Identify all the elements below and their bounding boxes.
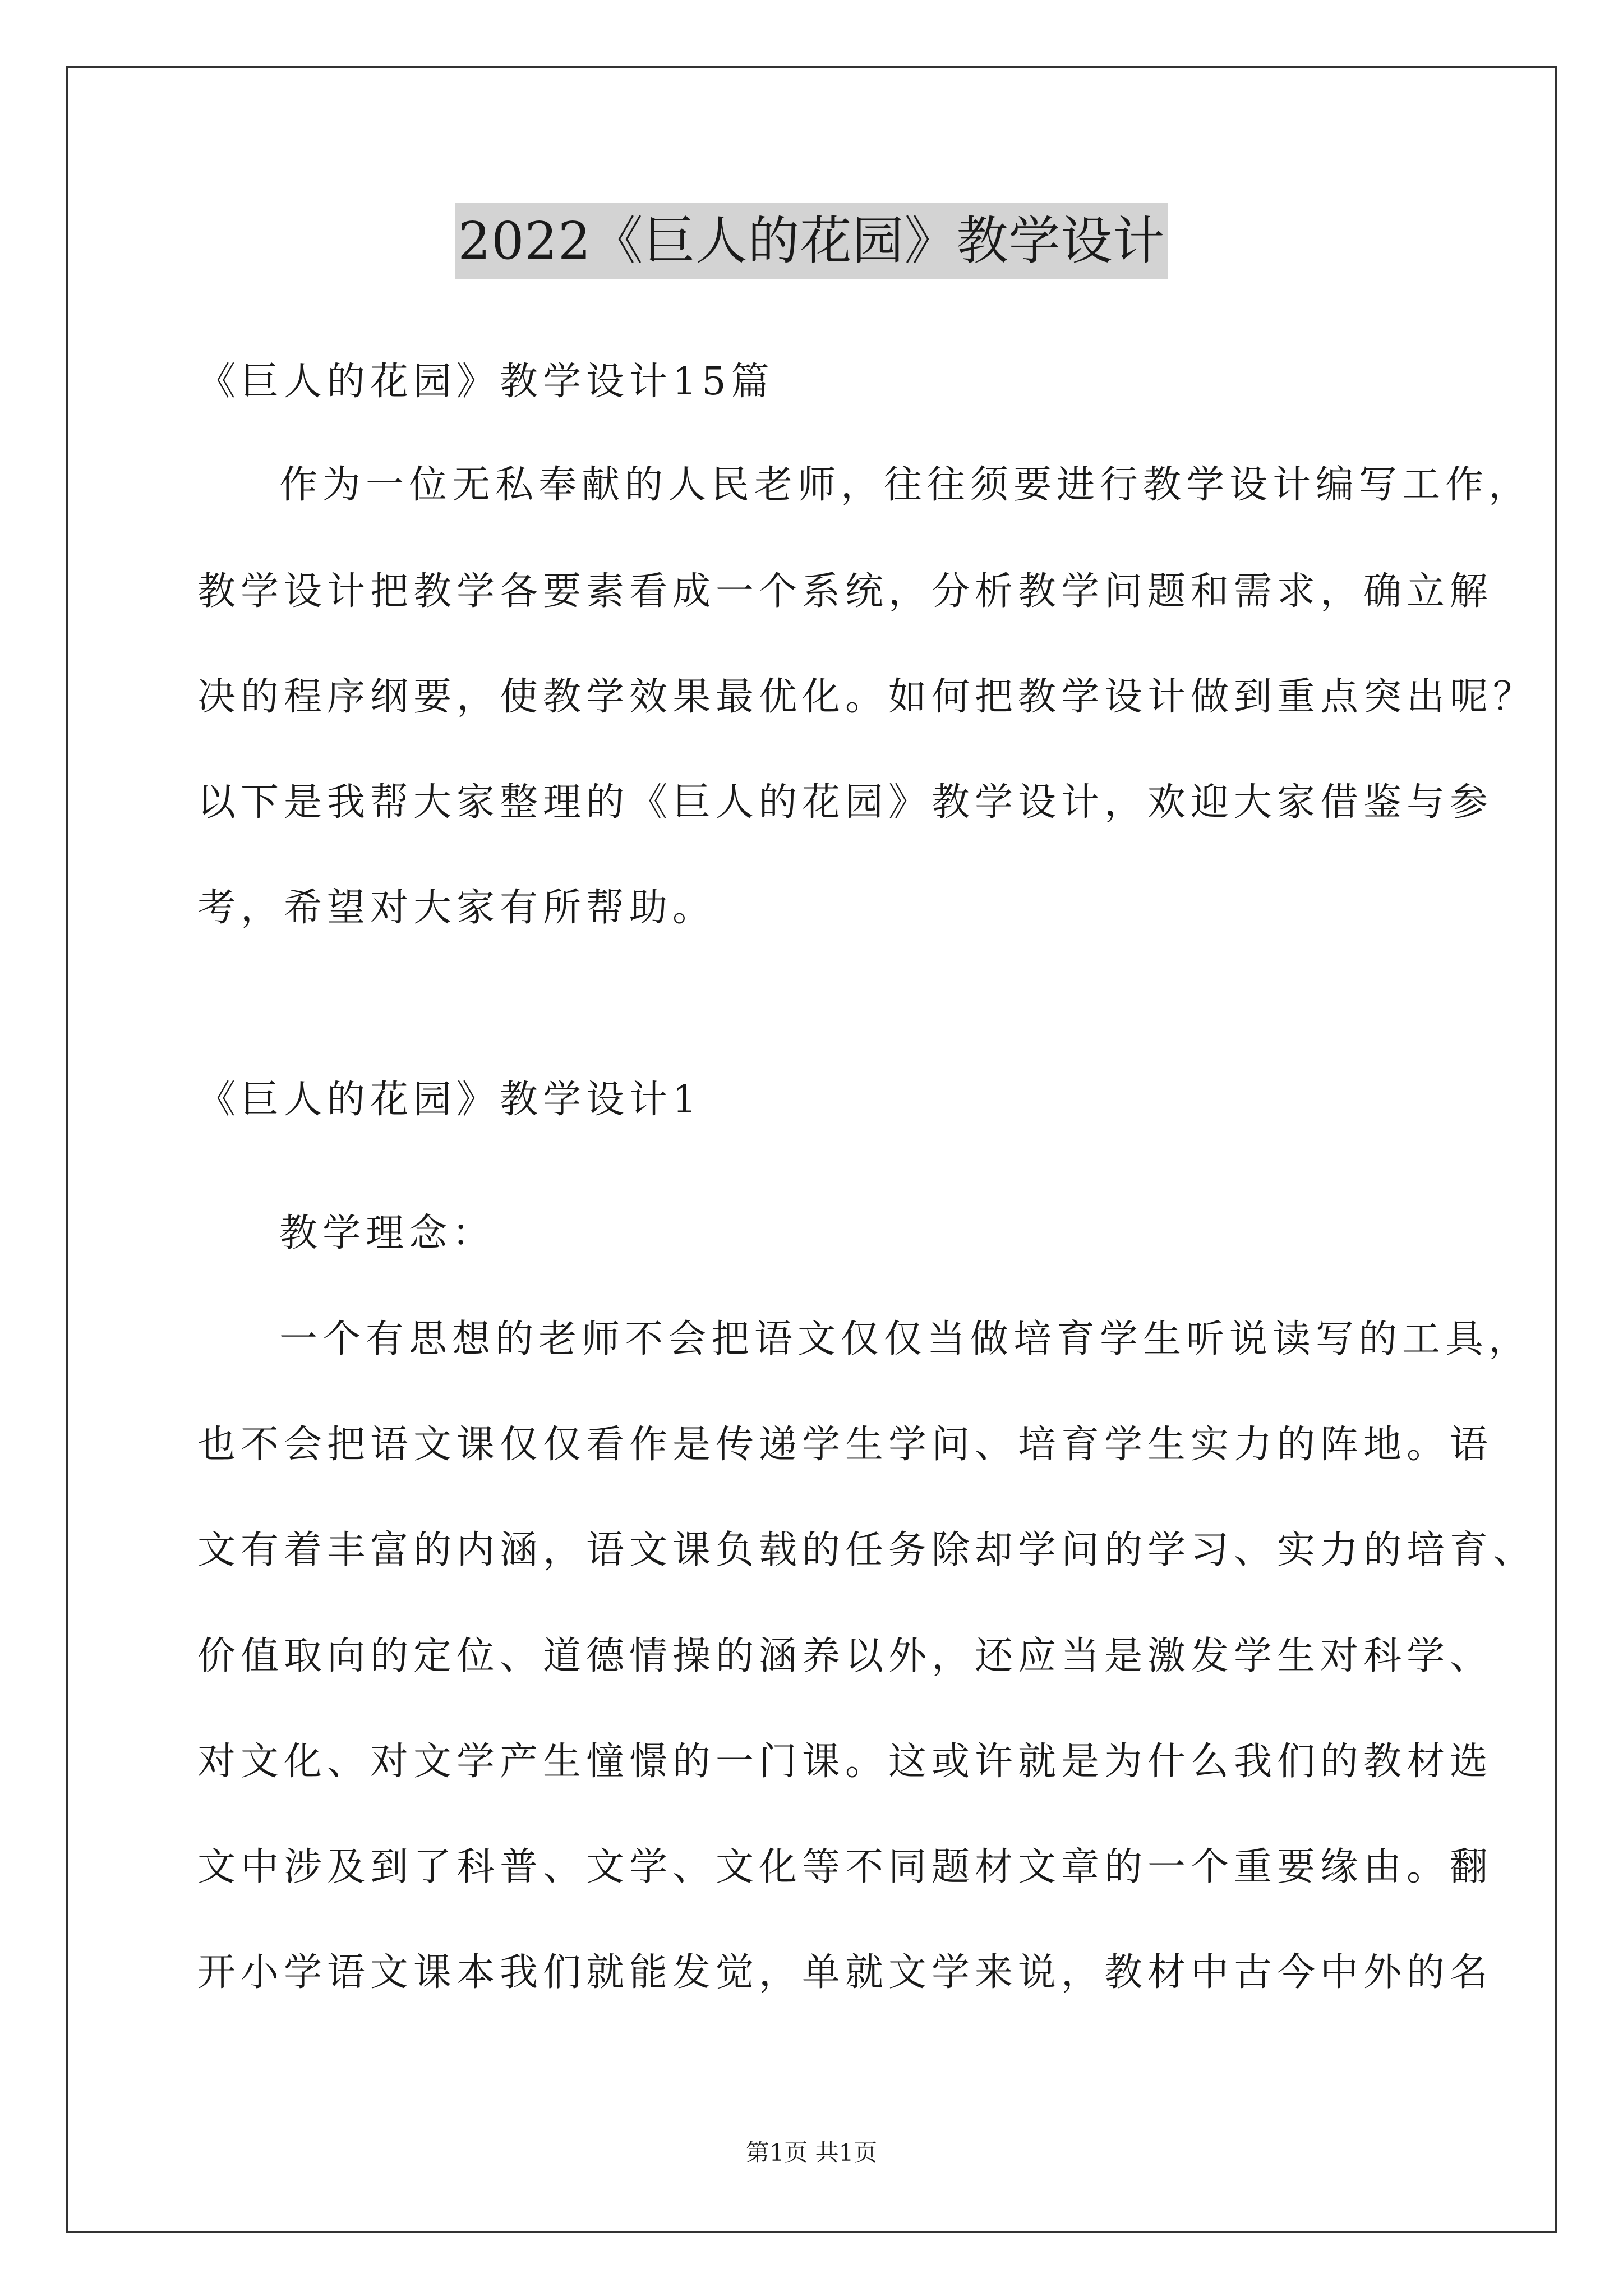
- body-paragraph-line: 也不会把语文课仅仅看作是传递学生学问、培育学生实力的阵地。语: [197, 1423, 1493, 1467]
- page-footer: 第1页 共1页: [745, 2139, 878, 2166]
- intro-paragraph-line: 决的程序纲要，使教学效果最优化。如何把教学设计做到重点突出呢？: [197, 675, 1537, 719]
- body-paragraph-line: 开小学语文课本我们就能发觉，单就文学来说，教材中古今中外的名: [197, 1950, 1493, 1995]
- title-container: [0, 203, 1623, 279]
- body-paragraph-line: 文中涉及到了科普、文学、文化等不同题材文章的一个重要缘由。翻: [197, 1845, 1493, 1889]
- intro-paragraph-line: 考，希望对大家有所帮助。: [197, 886, 716, 930]
- intro-paragraph-line: 作为一位无私奉献的人民老师，往往须要进行教学设计编写工作，: [279, 463, 1532, 507]
- section-heading: 《巨人的花园》教学设计1: [197, 1078, 702, 1122]
- body-paragraph-line: 对文化、对文学产生憧憬的一门课。这或许就是为什么我们的教材选: [197, 1740, 1493, 1784]
- body-paragraph-line: 价值取向的定位、道德情操的涵养以外，还应当是激发学生对科学、: [197, 1634, 1493, 1678]
- document-title: 2022《巨人的花园》教学设计: [455, 203, 1167, 279]
- body-paragraph-line: 一个有思想的老师不会把语文仅仅当做培育学生听说读写的工具，: [279, 1317, 1532, 1361]
- series-heading: 《巨人的花园》教学设计15篇: [197, 360, 774, 404]
- intro-paragraph-line: 教学设计把教学各要素看成一个系统，分析教学问题和需求，确立解: [197, 569, 1493, 614]
- body-paragraph-line: 文有着丰富的内涵，语文课负载的任务除却学问的学习、实力的培育、: [197, 1528, 1537, 1572]
- subheading: 教学理念：: [279, 1211, 496, 1255]
- intro-paragraph-line: 以下是我帮大家整理的《巨人的花园》教学设计，欢迎大家借鉴与参: [197, 780, 1493, 825]
